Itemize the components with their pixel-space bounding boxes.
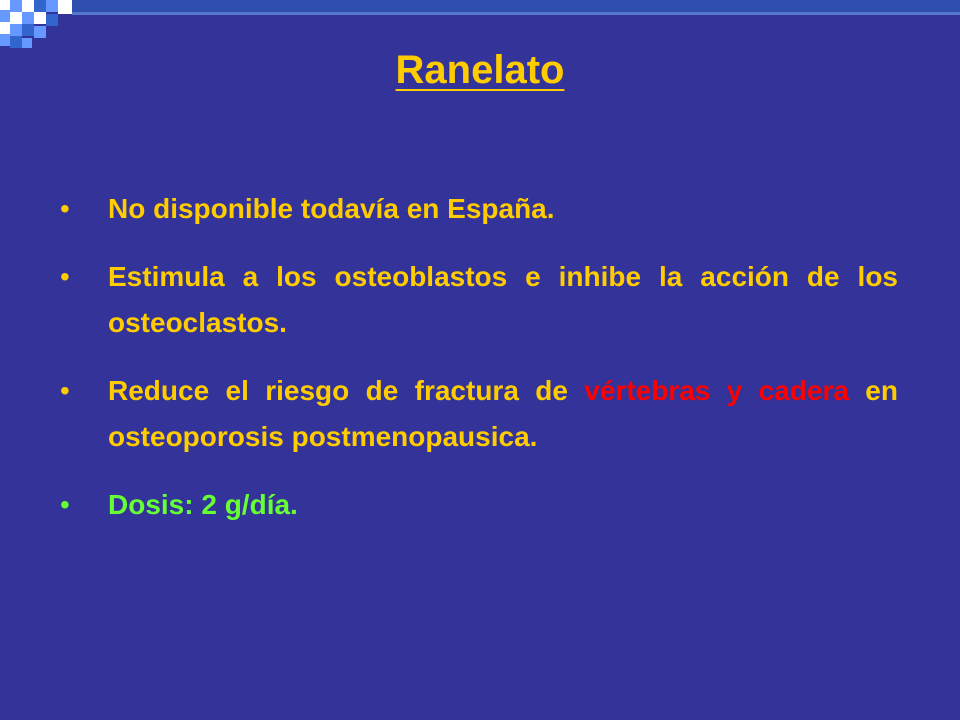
bullet-dot-icon: •: [60, 261, 70, 292]
bullet-item-fracture-risk: [60, 368, 898, 460]
bullet-text-highlight: vértebras y cadera: [584, 375, 849, 406]
bullet-text: No disponible todavía en España.: [108, 193, 555, 224]
corner-decoration: [0, 0, 960, 50]
bullet-text: Dosis: 2 g/día.: [108, 489, 298, 520]
bullet-dot-icon: •: [60, 375, 70, 406]
bullet-item-dose: [60, 482, 898, 528]
bullet-dot-icon: •: [60, 193, 70, 224]
bullet-dot-icon: •: [60, 489, 70, 520]
bullet-text-before: Reduce el riesgo de fractura de: [108, 375, 585, 406]
bullet-item-availability: [60, 186, 898, 232]
slide-title-text: Ranelato: [395, 48, 565, 92]
bullet-list: [60, 186, 898, 550]
bullet-text: Estimula a los osteoblastos e inhibe la acción de los osteoclastos.: [108, 261, 898, 338]
bullet-item-mechanism: [60, 254, 898, 346]
bullet-text-after: en osteoporosis postmenopausica.: [108, 375, 898, 452]
slide-title: [0, 44, 960, 96]
